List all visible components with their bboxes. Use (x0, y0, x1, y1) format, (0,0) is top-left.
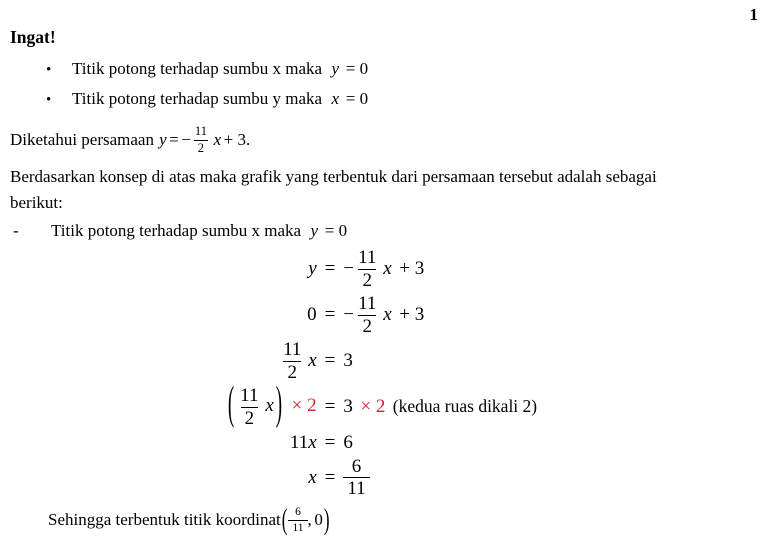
math-variable-x: x (308, 466, 317, 488)
equals-sign: = (324, 431, 336, 453)
open-paren: ( (227, 379, 235, 431)
side-note: (kedua ruas dikali 2) (392, 396, 538, 417)
math-variable-y: y (308, 258, 317, 280)
equation-step-3 (10, 340, 650, 383)
equals-sign: = (324, 396, 336, 418)
math-variable: x (331, 89, 339, 108)
conclusion-prefix: Sehingga terbentuk titik koordinat (48, 510, 281, 530)
math-tail: + 3 (399, 303, 425, 325)
equals-sign: = (324, 258, 336, 280)
equals-sign: = (324, 350, 336, 372)
equation-step-1 (10, 248, 650, 291)
given-prefix: Diketahui persamaan (10, 130, 154, 149)
math-constant: 3 (343, 396, 353, 418)
case-item (10, 219, 772, 243)
times-two-red: × 2 (291, 395, 317, 417)
bullet-text (72, 57, 368, 81)
math-variable-x: x (265, 395, 274, 417)
math-constant: 6 (343, 431, 353, 453)
derivation-block (10, 248, 650, 499)
minus-sign: − (181, 130, 191, 149)
period: . (246, 130, 251, 149)
case-prefix: Titik potong terhadap sumbu x maka (51, 221, 302, 240)
math-relation: = 0 (345, 89, 369, 108)
math-zero: 0 (307, 304, 317, 326)
bullet-prefix: Titik potong terhadap sumbu y maka (72, 89, 323, 108)
close-paren: ) (275, 379, 283, 431)
math-coefficient: 11 (289, 431, 309, 453)
equals-sign: = (169, 130, 179, 149)
math-variable-x: x (383, 303, 392, 325)
equation-step-6 (10, 457, 650, 500)
minus-sign: − (343, 257, 355, 279)
equation-step-2 (10, 294, 650, 337)
case-text (51, 219, 347, 243)
math-relation: = 0 (345, 59, 369, 78)
reminder-list (10, 57, 772, 112)
fraction-11-2: $\frac{11}{2}$ (194, 124, 208, 155)
fraction-11-2: $\frac{11}{2}$ (283, 338, 302, 383)
math-constant: 3 (343, 350, 353, 372)
fraction-6-11: $\frac{6}{11}$ (288, 506, 307, 534)
page-number: 1 (749, 5, 758, 24)
math-variable-x: x (308, 431, 317, 453)
close-paren: ) (323, 502, 330, 537)
math-variable-y: y (159, 130, 167, 149)
open-paren: ( (281, 502, 288, 537)
bullet-text (72, 87, 368, 111)
math-variable-x: x (308, 349, 317, 371)
minus-sign: − (343, 303, 355, 325)
fraction-11-2: $\frac{11}{2}$ (240, 384, 259, 429)
comma: , (307, 510, 312, 530)
explanation-line-1: Berdasarkan konsep di atas maka grafik yang terbentuk dari persamaan tersebut adalah sebagai (10, 167, 657, 186)
times-two-red: × 2 (360, 396, 386, 418)
equals-sign: = (324, 304, 336, 326)
list-item (10, 57, 772, 82)
math-zero: 0 (314, 510, 323, 530)
math-tail: + 3 (399, 257, 425, 279)
explanation-paragraph (10, 164, 772, 216)
math-relation: = 0 (324, 221, 348, 240)
equation-step-5 (10, 432, 650, 454)
explanation-line-2: berikut: (10, 193, 63, 212)
math-variable-x: x (383, 257, 392, 279)
given-equation-line (10, 120, 772, 160)
bullet-icon: • (46, 62, 52, 78)
list-item (10, 87, 772, 112)
equation-step-4 (10, 379, 650, 431)
fraction-11-2: $\frac{11}{2}$ (358, 292, 377, 337)
math-variable-y: y (310, 221, 318, 240)
dash-marker: - (13, 221, 19, 240)
fraction-11-2: $\frac{11}{2}$ (358, 247, 377, 291)
math-variable-x: x (213, 130, 222, 149)
reminder-heading: Ingat! (10, 27, 56, 47)
bullet-prefix: Titik potong terhadap sumbu x maka (72, 59, 323, 78)
fraction-6-11: $\frac{6}{11}$ (343, 457, 369, 500)
bullet-icon: • (46, 92, 52, 108)
equals-sign: = (324, 466, 336, 488)
math-variable: y (331, 59, 339, 78)
conclusion-line (10, 502, 772, 538)
math-tail: + 3 (223, 130, 246, 149)
